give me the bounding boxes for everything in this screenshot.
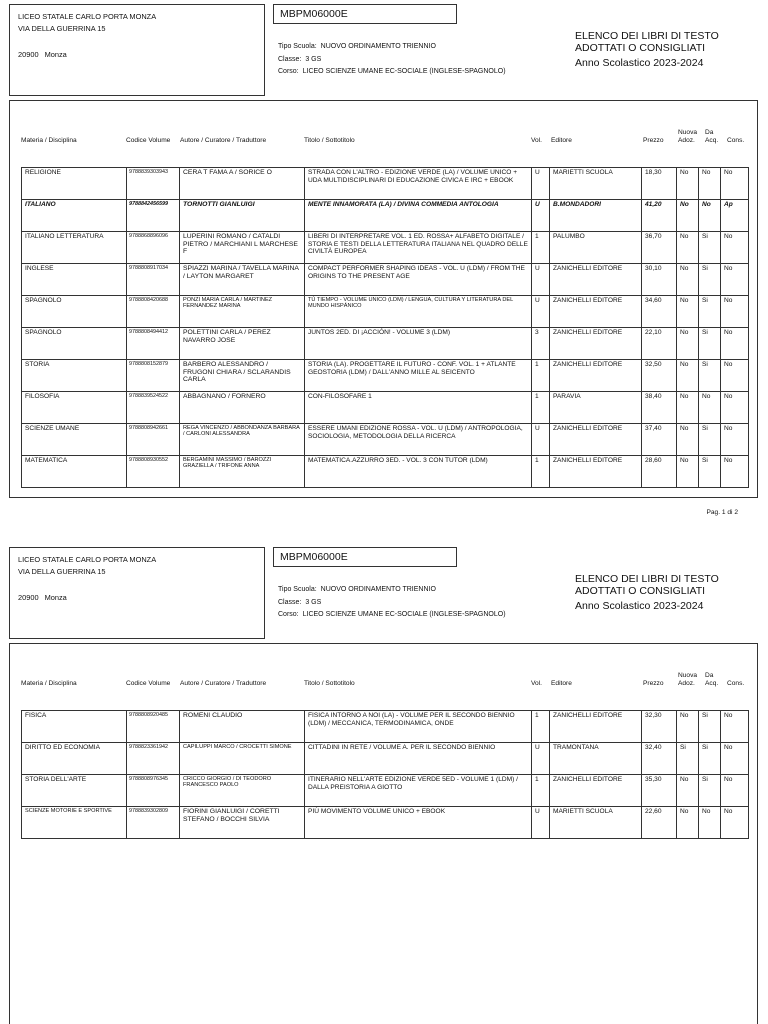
- cell-editore: ZANICHELLI EDITORE: [550, 296, 642, 328]
- col-header-da: [705, 129, 718, 145]
- title-line-2: ADOTTATI O CONSIGLIATI: [575, 42, 706, 54]
- cell-vol: 3: [532, 328, 550, 360]
- cell-editore: ZANICHELLI EDITORE: [550, 711, 642, 743]
- school-address: VIA DELLA GUERRINA 15: [18, 24, 106, 33]
- col-header-nuova-2: Adoz.: [678, 137, 695, 144]
- tipo-scuola-label: Tipo Scuola:: [278, 586, 317, 593]
- cell-da: Si: [699, 232, 721, 264]
- cell-vol: 1: [532, 775, 550, 807]
- col-header-titolo: Titolo / Sottotitolo: [304, 680, 355, 687]
- cell-cons: No: [721, 264, 749, 296]
- cell-materia: FILOSOFIA: [22, 392, 127, 424]
- table-row: [22, 328, 749, 360]
- cell-vol: 1: [532, 392, 550, 424]
- cell-prezzo: 18,30: [642, 168, 677, 200]
- cell-vol: U: [532, 743, 550, 775]
- table-row: [22, 264, 749, 296]
- school-address: VIA DELLA GUERRINA 15: [18, 567, 106, 576]
- cell-cons: No: [721, 424, 749, 456]
- school-name: LICEO STATALE CARLO PORTA MONZA: [18, 555, 157, 564]
- cell-isbn: 9788808917034: [127, 264, 180, 296]
- cell-isbn: 9788868896096: [127, 232, 180, 264]
- cell-editore: ZANICHELLI EDITORE: [550, 264, 642, 296]
- col-header-vol: Vol.: [531, 680, 542, 687]
- cell-da: Si: [699, 711, 721, 743]
- cell-cons: No: [721, 328, 749, 360]
- col-header-autore: Autore / Curatore / Traduttore: [180, 680, 267, 687]
- cell-titolo: MENTE INNAMORATA (LA) / DIVINA COMMEDIA ANTOLOGIA: [305, 200, 532, 232]
- cell-nuova: No: [677, 711, 699, 743]
- cell-cons: No: [721, 807, 749, 839]
- col-header-nuova: [678, 672, 697, 688]
- tipo-scuola-label: Tipo Scuola:: [278, 43, 317, 50]
- cell-cons: No: [721, 296, 749, 328]
- cell-isbn: 9788839303943: [127, 168, 180, 200]
- cell-prezzo: 38,40: [642, 392, 677, 424]
- cell-titolo: PIÙ MOVIMENTO VOLUME UNICO + EBOOK: [305, 807, 532, 839]
- school-name: LICEO STATALE CARLO PORTA MONZA: [18, 12, 157, 21]
- cell-editore: ZANICHELLI EDITORE: [550, 360, 642, 392]
- cell-titolo: ITINERARIO NELL'ARTE EDIZIONE VERDE 5ED - VOLUME 1 (LDM) / DALLA PREISTORIA A GIOTTO: [305, 775, 532, 807]
- cell-materia: FISICA: [22, 711, 127, 743]
- cell-isbn: 9788808494412: [127, 328, 180, 360]
- books-table: [21, 710, 749, 839]
- table-row: [22, 360, 749, 392]
- cell-autore: SPIAZZI MARINA / TAVELLA MARINA / LAYTON MARGARET: [180, 264, 305, 296]
- cell-cons: No: [721, 360, 749, 392]
- tipo-scuola-value: NUOVO ORDINAMENTO TRIENNIO: [320, 43, 436, 50]
- cell-vol: U: [532, 296, 550, 328]
- cell-da: Si: [699, 456, 721, 488]
- cell-prezzo: 41,20: [642, 200, 677, 232]
- postal-code: 20900: [18, 50, 39, 59]
- cell-titolo: CON-FILOSOFARE 1: [305, 392, 532, 424]
- col-header-da-2: Acq.: [705, 680, 719, 687]
- cell-da: No: [699, 807, 721, 839]
- cell-da: No: [699, 168, 721, 200]
- col-header-editore: Editore: [551, 137, 572, 144]
- corso-label: Corso:: [278, 611, 299, 618]
- cell-cons: No: [721, 775, 749, 807]
- cell-vol: U: [532, 807, 550, 839]
- cell-titolo: TÚ TIEMPO - VOLUME UNICO (LDM) / LENGUA, CULTURA Y LITERATURA DEL MUNDO HISPÁNICO: [305, 296, 532, 328]
- cell-prezzo: 32,50: [642, 360, 677, 392]
- cell-titolo: FISICA INTORNO A NOI (LA) - VOLUME PER IL SECONDO BIENNIO (LDM) / MECCANICA, TERMODINAMICA, ONDE: [305, 711, 532, 743]
- cell-titolo: LIBERI DI INTERPRETARE VOL. 1 ED. ROSSA+ ALFABETO DIGITALE / STORIA E TESTI DELLA LETTERATURA ITALIANA NEL QUADRO DELLE CIVILTÀ EUROPEA: [305, 232, 532, 264]
- cell-autore: CAPILUPPI MARCO / CROCETTI SIMONE: [180, 743, 305, 775]
- classe-value: 3 GS: [305, 598, 322, 606]
- col-header-autore: Autore / Curatore / Traduttore: [180, 137, 267, 144]
- cell-materia: STORIA DELL'ARTE: [22, 775, 127, 807]
- school-year: Anno Scolastico 2023-2024: [575, 57, 704, 69]
- cell-nuova: No: [677, 232, 699, 264]
- cell-editore: ZANICHELLI EDITORE: [550, 424, 642, 456]
- cell-materia: RELIGIONE: [22, 168, 127, 200]
- cell-prezzo: 22,10: [642, 328, 677, 360]
- school-info-box: [9, 547, 265, 639]
- cell-autore: BARBERO ALESSANDRO / FRUGONI CHIARA / SCLARANDIS CARLA: [180, 360, 305, 392]
- cell-materia: INGLESE: [22, 264, 127, 296]
- cell-isbn: 9788842456599: [127, 200, 180, 232]
- cell-materia: SPAGNOLO: [22, 328, 127, 360]
- table-row: [22, 807, 749, 839]
- cell-da: Si: [699, 264, 721, 296]
- table-row: [22, 424, 749, 456]
- cell-isbn: 9788808930552: [127, 456, 180, 488]
- cell-cons: No: [721, 743, 749, 775]
- cell-vol: 1: [532, 360, 550, 392]
- cell-editore: MARIETTI SCUOLA: [550, 807, 642, 839]
- title-line-2: ADOTTATI O CONSIGLIATI: [575, 585, 706, 597]
- table-row: [22, 168, 749, 200]
- col-header-cons: Cons.: [727, 137, 745, 144]
- books-table-frame: [9, 643, 758, 1024]
- school-city: [18, 592, 256, 604]
- cell-isbn: 9788808420688: [127, 296, 180, 328]
- cell-da: No: [699, 200, 721, 232]
- document-title: [575, 30, 719, 69]
- cell-nuova: No: [677, 328, 699, 360]
- table-row: [22, 232, 749, 264]
- cell-editore: B.MONDADORI: [550, 200, 642, 232]
- cell-cons: Ap: [721, 200, 749, 232]
- cell-isbn: 9788808152879: [127, 360, 180, 392]
- col-header-nuova-1: Nuova: [678, 129, 698, 136]
- cell-titolo: JUNTOS 2ED. DI ¡ACCIÓN! - VOLUME 3 (LDM): [305, 328, 532, 360]
- cell-prezzo: 22,60: [642, 807, 677, 839]
- col-header-prezzo: Prezzo: [643, 137, 664, 144]
- books-table: [21, 167, 749, 488]
- cell-isbn: 9788808976345: [127, 775, 180, 807]
- cell-autore: CRICCO GIORGIO / DI TEODORO FRANCESCO PAOLO: [180, 775, 305, 807]
- school-city: [18, 49, 256, 61]
- cell-materia: SCIENZE UMANE: [22, 424, 127, 456]
- cell-nuova: Si: [677, 743, 699, 775]
- school-code: MBPM06000E: [273, 4, 457, 24]
- col-header-da-1: Da: [705, 672, 714, 679]
- cell-prezzo: 28,60: [642, 456, 677, 488]
- col-header-codice: Codice Volume: [126, 680, 171, 687]
- cell-isbn: 9788808942661: [127, 424, 180, 456]
- cell-da: Si: [699, 775, 721, 807]
- cell-editore: MARIETTI SCUOLA: [550, 168, 642, 200]
- title-line-1: ELENCO DEI LIBRI DI TESTO: [575, 573, 719, 585]
- cell-autore: BERGAMINI MASSIMO / BAROZZI GRAZIELLA / TRIFONE ANNA: [180, 456, 305, 488]
- cell-isbn: 9788839302809: [127, 807, 180, 839]
- col-header-codice: Codice Volume: [126, 137, 171, 144]
- cell-da: Si: [699, 296, 721, 328]
- cell-editore: PALUMBO: [550, 232, 642, 264]
- cell-materia: ITALIANO LETTERATURA: [22, 232, 127, 264]
- corso-label: Corso:: [278, 68, 299, 75]
- classe-label: Classe:: [278, 598, 302, 606]
- cell-materia: STORIA: [22, 360, 127, 392]
- cell-prezzo: 32,30: [642, 711, 677, 743]
- cell-autore: PONZI MARIA CARLA / MARTINEZ FERNANDEZ MARINA: [180, 296, 305, 328]
- title-line-1: ELENCO DEI LIBRI DI TESTO: [575, 30, 719, 42]
- cell-nuova: No: [677, 424, 699, 456]
- school-code: MBPM06000E: [273, 547, 457, 567]
- tipo-scuola-value: NUOVO ORDINAMENTO TRIENNIO: [320, 586, 436, 593]
- cell-prezzo: 37,40: [642, 424, 677, 456]
- cell-editore: TRAMONTANA: [550, 743, 642, 775]
- cell-isbn: 9788808920485: [127, 711, 180, 743]
- cell-autore: ABBAGNANO / FORNERO: [180, 392, 305, 424]
- corso-value: LICEO SCIENZE UMANE EC-SOCIALE (INGLESE-SPAGNOLO): [302, 611, 506, 618]
- cell-vol: 1: [532, 711, 550, 743]
- cell-cons: No: [721, 168, 749, 200]
- col-header-da: [705, 672, 718, 688]
- cell-nuova: No: [677, 360, 699, 392]
- cell-vol: U: [532, 424, 550, 456]
- table-row: [22, 775, 749, 807]
- cell-editore: ZANICHELLI EDITORE: [550, 775, 642, 807]
- school-info-box: [9, 4, 265, 96]
- cell-prezzo: 32,40: [642, 743, 677, 775]
- cell-isbn: 9788839524522: [127, 392, 180, 424]
- cell-materia: DIRITTO ED ECONOMIA: [22, 743, 127, 775]
- col-header-da-1: Da: [705, 129, 714, 136]
- cell-da: No: [699, 392, 721, 424]
- cell-titolo: COMPACT PERFORMER SHAPING IDEAS - VOL. U (LDM) / FROM THE ORIGINS TO THE PRESENT AGE: [305, 264, 532, 296]
- cell-editore: ZANICHELLI EDITORE: [550, 328, 642, 360]
- cell-vol: U: [532, 264, 550, 296]
- cell-vol: U: [532, 200, 550, 232]
- cell-da: Si: [699, 424, 721, 456]
- cell-titolo: CITTADINI IN RETE / VOLUME A. PER IL SECONDO BIENNIO: [305, 743, 532, 775]
- cell-cons: No: [721, 456, 749, 488]
- cell-vol: 1: [532, 456, 550, 488]
- school-year: Anno Scolastico 2023-2024: [575, 600, 704, 612]
- table-row: [22, 200, 749, 232]
- cell-nuova: No: [677, 200, 699, 232]
- classe-label: Classe:: [278, 55, 302, 63]
- cell-da: Si: [699, 743, 721, 775]
- col-header-prezzo: Prezzo: [643, 680, 664, 687]
- cell-titolo: STRADA CON L'ALTRO - EDIZIONE VERDE (LA) / VOLUME UNICO + UDA MULTIDISCIPLINARI DI EDUCAZIONE CIVICA E IRC + EBOOK: [305, 168, 532, 200]
- table-row: [22, 743, 749, 775]
- col-header-nuova-1: Nuova: [678, 672, 698, 679]
- cell-prezzo: 34,60: [642, 296, 677, 328]
- city: Monza: [44, 593, 67, 602]
- classe-value: 3 GS: [305, 55, 322, 63]
- col-header-cons: Cons.: [727, 680, 745, 687]
- cell-editore: ZANICHELLI EDITORE: [550, 456, 642, 488]
- cell-autore: LUPERINI ROMANO / CATALDI PIETRO / MARCHIANI L MARCHESE F: [180, 232, 305, 264]
- postal-code: 20900: [18, 593, 39, 602]
- col-header-materia: Materia / Disciplina: [21, 680, 77, 687]
- col-header-editore: Editore: [551, 680, 572, 687]
- cell-materia: SCIENZE MOTORIE E SPORTIVE: [22, 807, 127, 839]
- page-2: [0, 543, 768, 1024]
- cell-autore: CERA T FAMA A / SORICE O: [180, 168, 305, 200]
- cell-nuova: No: [677, 264, 699, 296]
- class-meta: [278, 41, 506, 79]
- cell-nuova: No: [677, 775, 699, 807]
- cell-titolo: MATEMATICA.AZZURRO 3ED. - VOL. 3 CON TUTOR (LDM): [305, 456, 532, 488]
- table-row: [22, 456, 749, 488]
- cell-nuova: No: [677, 392, 699, 424]
- cell-prezzo: 35,30: [642, 775, 677, 807]
- cell-prezzo: 30,10: [642, 264, 677, 296]
- table-row: [22, 711, 749, 743]
- col-header-nuova-2: Adoz.: [678, 680, 695, 687]
- cell-autore: ROMENI CLAUDIO: [180, 711, 305, 743]
- table-row: [22, 296, 749, 328]
- cell-titolo: ESSERE UMANI EDIZIONE ROSSA - VOL. U (LDM) / ANTROPOLOGIA, SOCIOLOGIA, METODOLOGIA DELLA RICERCA: [305, 424, 532, 456]
- page-number: Pag. 1 di 2: [706, 509, 738, 516]
- class-meta: [278, 584, 506, 622]
- cell-isbn: 9788823361942: [127, 743, 180, 775]
- books-table-frame: [9, 100, 758, 498]
- cell-titolo: STORIA (LA). PROGETTARE IL FUTURO - CONF. VOL. 1 + ATLANTE GEOSTORIA (LDM) / DALL'ANNO MILLE AL SEICENTO: [305, 360, 532, 392]
- corso-value: LICEO SCIENZE UMANE EC-SOCIALE (INGLESE-SPAGNOLO): [302, 68, 506, 75]
- col-header-nuova: [678, 129, 697, 145]
- cell-cons: No: [721, 711, 749, 743]
- table-row: [22, 392, 749, 424]
- col-header-titolo: Titolo / Sottotitolo: [304, 137, 355, 144]
- cell-nuova: No: [677, 456, 699, 488]
- cell-materia: MATEMATICA: [22, 456, 127, 488]
- cell-materia: SPAGNOLO: [22, 296, 127, 328]
- city: Monza: [44, 50, 67, 59]
- cell-da: Si: [699, 328, 721, 360]
- cell-autore: REGA VINCENZO / ABBONDANZA BARBARA / CARLONI ALESSANDRA: [180, 424, 305, 456]
- cell-cons: No: [721, 392, 749, 424]
- cell-vol: 1: [532, 232, 550, 264]
- cell-prezzo: 36,70: [642, 232, 677, 264]
- document-title: [575, 573, 719, 612]
- cell-autore: POLETTINI CARLA / PEREZ NAVARRO JOSE: [180, 328, 305, 360]
- cell-cons: No: [721, 232, 749, 264]
- cell-nuova: No: [677, 807, 699, 839]
- cell-autore: TORNOTTI GIANLUIGI: [180, 200, 305, 232]
- cell-editore: PARAVIA: [550, 392, 642, 424]
- col-header-materia: Materia / Disciplina: [21, 137, 77, 144]
- cell-vol: U: [532, 168, 550, 200]
- cell-nuova: No: [677, 296, 699, 328]
- cell-materia: ITALIANO: [22, 200, 127, 232]
- cell-nuova: No: [677, 168, 699, 200]
- cell-da: Si: [699, 360, 721, 392]
- col-header-da-2: Acq.: [705, 137, 719, 144]
- cell-autore: FIORINI GIANLUIGI / CORETTI STEFANO / BOCCHI SILVIA: [180, 807, 305, 839]
- col-header-vol: Vol.: [531, 137, 542, 144]
